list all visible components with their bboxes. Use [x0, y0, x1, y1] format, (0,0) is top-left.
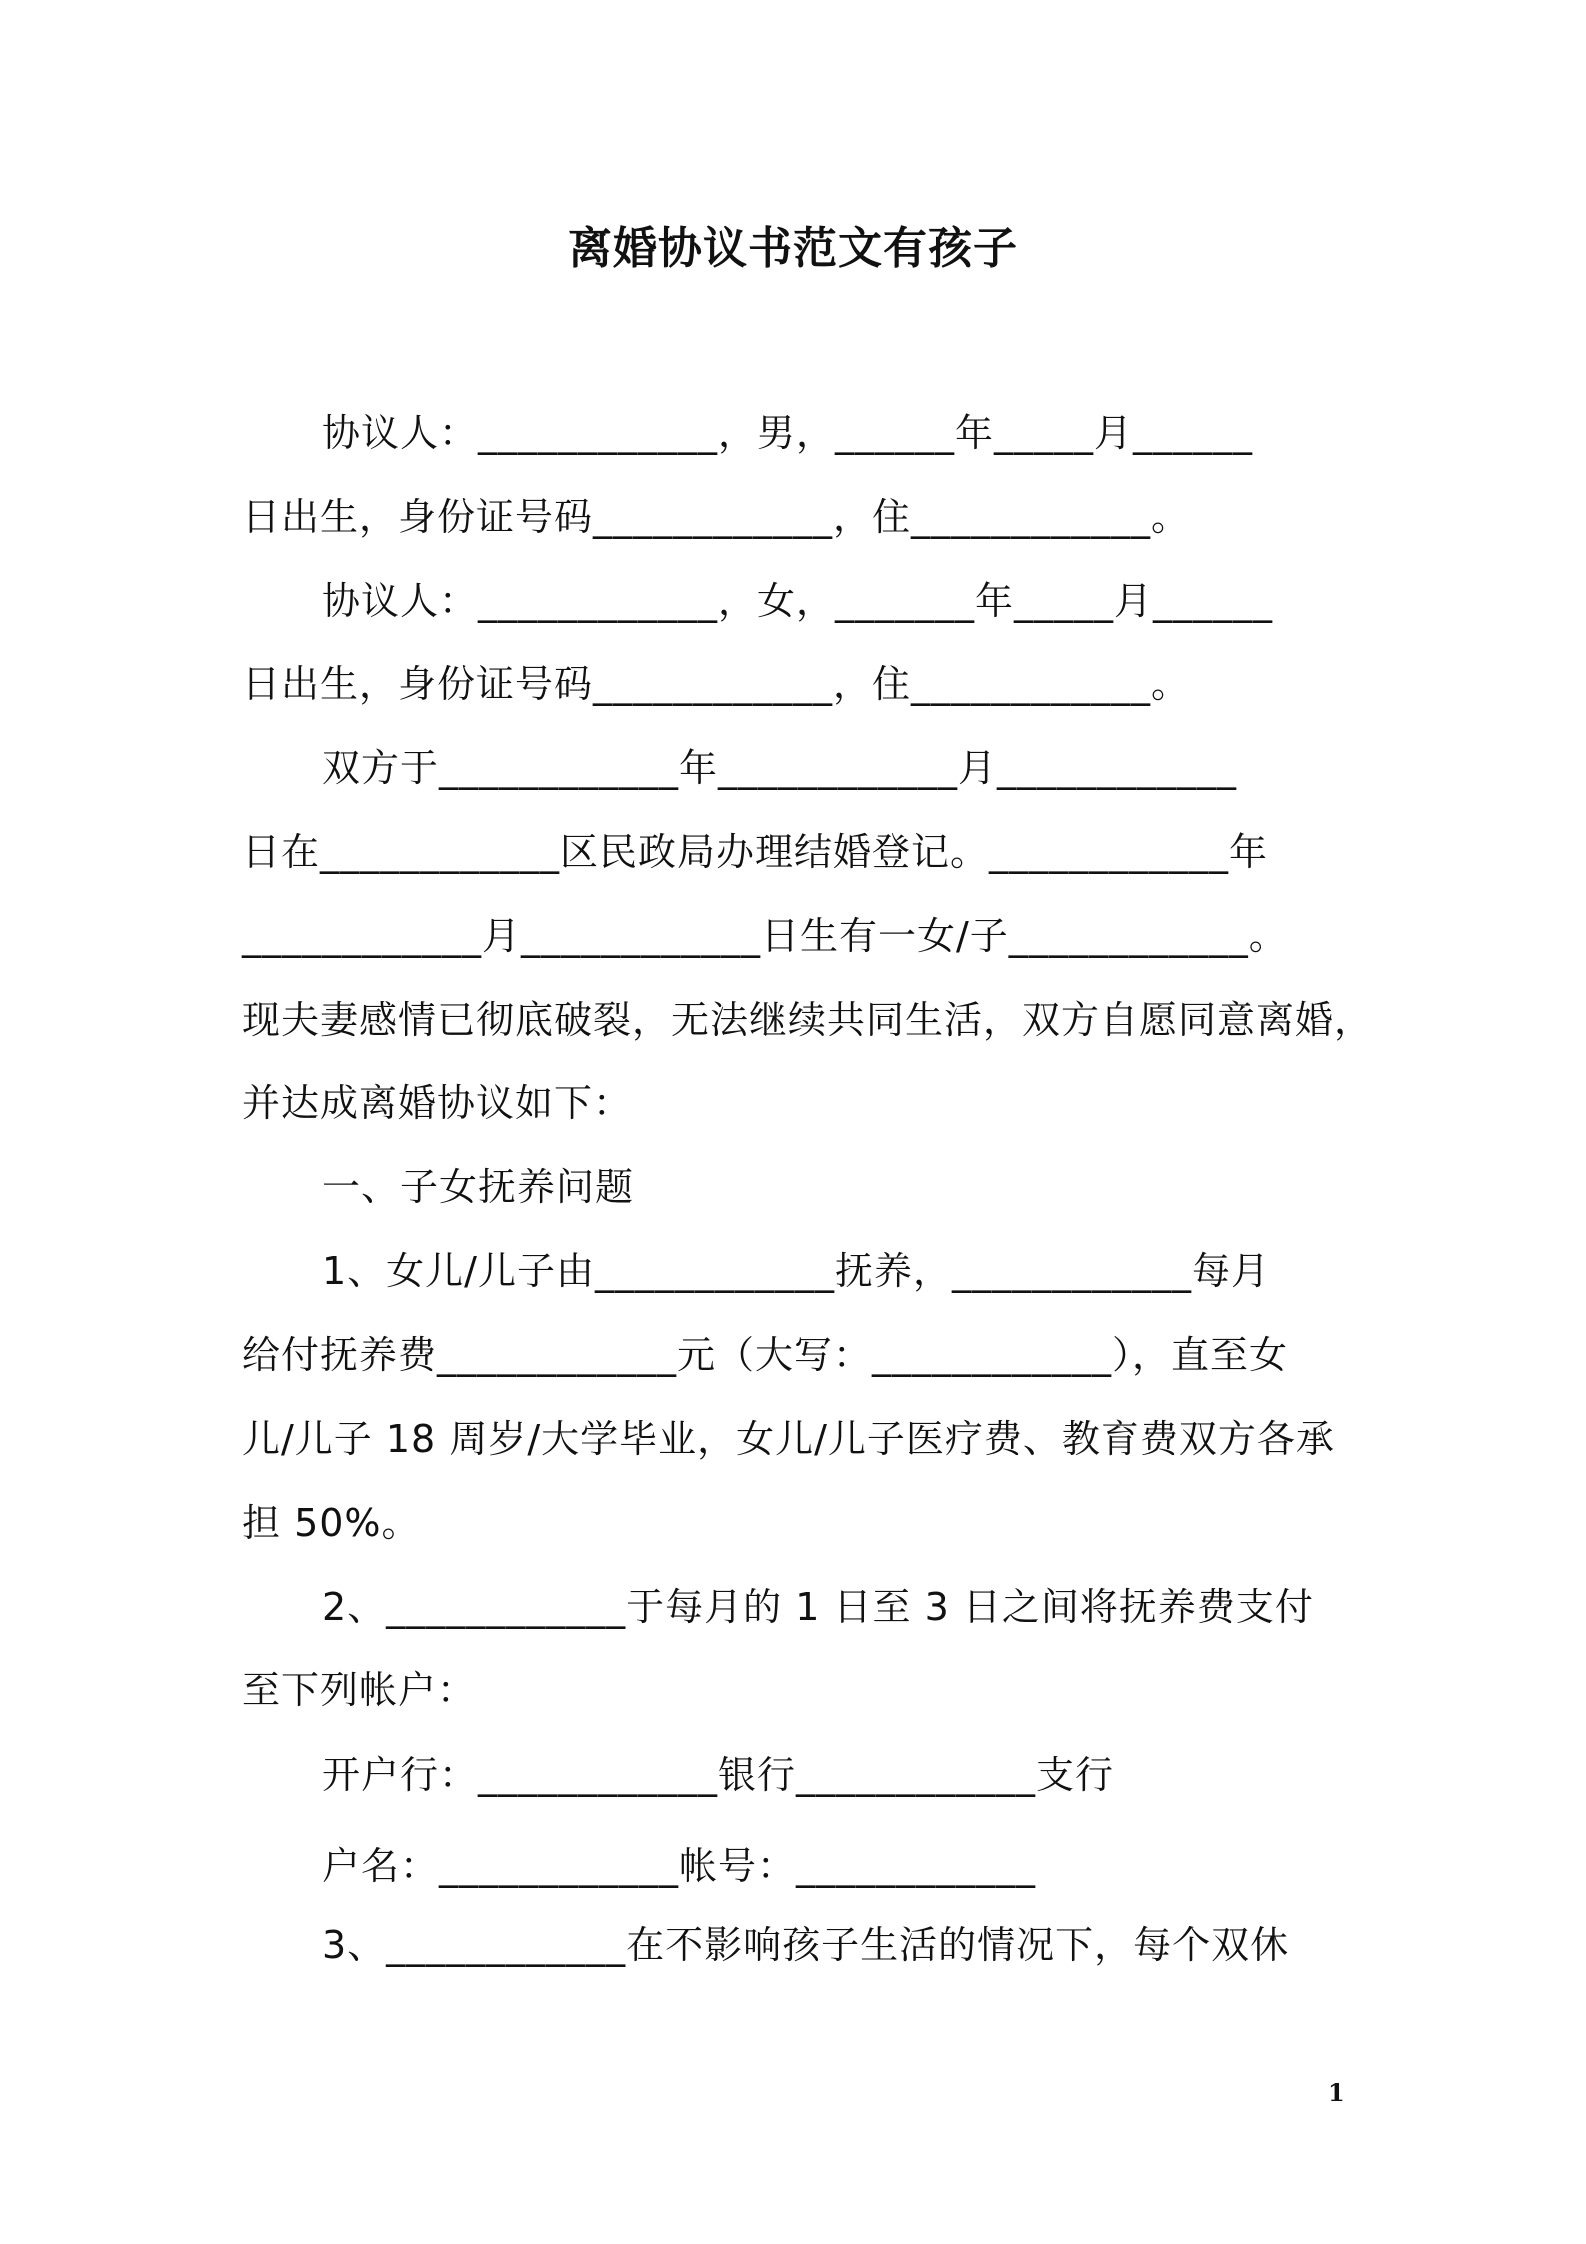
paragraph-line: 至下列帐户： [242, 1668, 477, 1712]
document-title: 离婚协议书范文有孩子 [568, 223, 1018, 274]
paragraph-line: 并达成离婚协议如下： [242, 1081, 633, 1125]
paragraph-line: 现夫妻感情已彻底破裂，无法继续共同生活，双方自愿同意离婚， [242, 998, 1374, 1042]
paragraph-line: 协议人：____________，男，______年_____月______ [322, 411, 1254, 455]
paragraph-line: 2、____________于每月的 1 日至 3 日之间将抚养费支付 [322, 1585, 1314, 1629]
paragraph-line: 日出生，身份证号码____________，住____________。 [242, 662, 1191, 706]
paragraph-line: 双方于____________年____________月____________ [322, 746, 1238, 790]
paragraph-line: 3、____________在不影响孩子生活的情况下，每个双休 [322, 1923, 1290, 1967]
account-line: 户名：____________帐号：____________ [322, 1844, 1037, 1888]
bank-line: 开户行：____________银行____________支行 [322, 1753, 1115, 1797]
page-number: 1 [1328, 2078, 1345, 2107]
paragraph-line: 1、女儿/儿子由____________抚养，____________每月 [322, 1249, 1270, 1293]
section-heading: 一、子女抚养问题 [322, 1165, 635, 1209]
paragraph-line: 儿/儿子 18 周岁/大学毕业，女儿/儿子医疗费、教育费双方各承 [242, 1417, 1335, 1461]
paragraph-line: 日在____________区民政局办理结婚登记。____________年 [242, 830, 1269, 874]
paragraph-line: 日出生，身份证号码____________，住____________。 [242, 495, 1191, 539]
paragraph-line: 担 50%。 [242, 1501, 421, 1545]
paragraph-line: 协议人：____________，女，_______年_____月______ [322, 579, 1274, 623]
paragraph-line: ____________月____________日生有一女/子____________。 [242, 914, 1288, 958]
paragraph-line: 给付抚养费____________元（大写：____________），直至女 [242, 1333, 1289, 1377]
